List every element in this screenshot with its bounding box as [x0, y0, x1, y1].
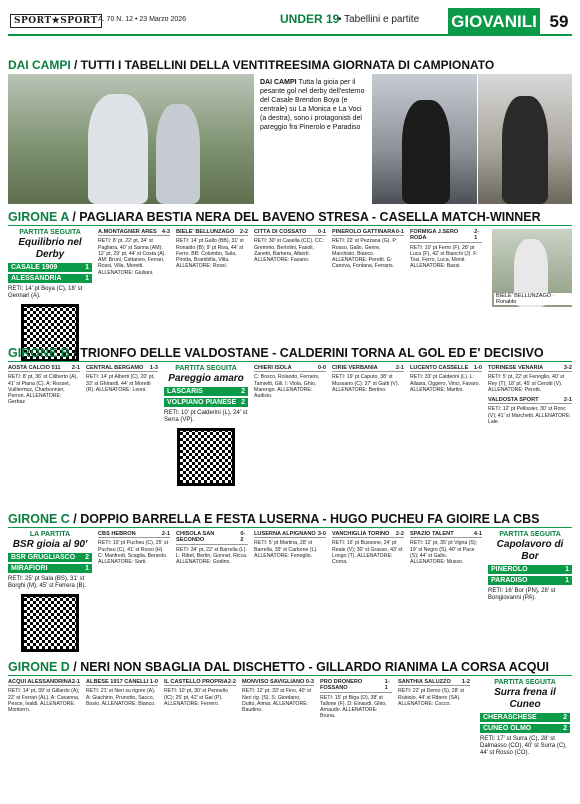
section-kicker: GIRONE C — [8, 512, 70, 526]
match-column — [332, 531, 404, 567]
match-score: 3-2 — [563, 365, 572, 371]
team-name: CHERASCHESE — [483, 714, 537, 721]
match-score: 4-1 — [473, 531, 482, 537]
score-row — [8, 553, 92, 562]
section-kicker: GIRONE A — [8, 210, 69, 224]
match-column — [398, 679, 470, 709]
qr-code[interactable] — [21, 594, 79, 652]
match-teams: LUSERNA ALPIGNANO — [254, 531, 316, 537]
match-column — [254, 229, 326, 265]
team-score: 1 — [85, 275, 89, 282]
match-score: 1-1 — [384, 679, 390, 692]
match-column — [410, 531, 482, 567]
portrait-photo — [372, 74, 477, 204]
match-teams: VANCHIGLIA TORINO — [332, 531, 390, 537]
featured-match — [8, 531, 92, 652]
match-teams: BIELE' BELLUNZAGO — [176, 229, 235, 235]
match-photo — [8, 74, 254, 204]
caption-text: Tutta la gioia per il pesante gol nel derby dell'esterno del Casale Brendon Boya (e centrale) su La Monica e La Voci (a destra), sono i protagonisti del pareggio fra Pinerolo e Paradiso — [260, 79, 365, 131]
match-column — [86, 365, 158, 395]
team-name: BSR GRUGLIASCO — [11, 554, 76, 561]
featured-match — [164, 365, 248, 486]
match-teams: ALBESE 1917 CANELLI — [86, 679, 149, 685]
match-report: RETI: 21' st Neri su rigore (A). A: Giachino, Prunotto, Sacco, Bosio. ALLENATORE: Bianco. — [86, 688, 156, 707]
match-column — [164, 679, 236, 709]
match-score: 0-0 — [317, 365, 326, 371]
match-report: RETI: 10' pt Pucheu (C), 25' st Pucheu (C), 41' st Rossi (H). C: Manfredi, Scaglia, Berardo. ALLENATORE: Sarti. — [98, 540, 169, 566]
player-figure — [88, 94, 148, 204]
feature-sub: Pareggio amaro — [168, 373, 244, 384]
photo-block — [8, 74, 572, 204]
match-report: RETI: 14' pt, 39' st Gillardo (A); 22' st Ferrari (AL). A: Cavanna, Pesce, Ivaldi. ALLENATORE: Montorro. — [8, 688, 80, 714]
match-score: 2-1 — [395, 365, 404, 371]
score-row — [480, 713, 570, 722]
team-score: 1 — [565, 577, 569, 584]
girone-b-section — [8, 346, 572, 496]
match-column — [8, 365, 80, 408]
match-teams: FORMIGA J.SERO RODA — [410, 229, 459, 242]
section-title — [8, 346, 572, 360]
newspaper-logo: SPORT★SPORT — [10, 14, 102, 28]
match-score: 2-2 — [239, 229, 248, 235]
match-score: 1-2 — [461, 679, 470, 685]
page-headline — [8, 58, 572, 72]
feature-sub: Equilibrio nel Derby — [18, 237, 82, 260]
feature-head: PARTITA SEGUITA — [499, 531, 561, 538]
team-name: PARADISO — [491, 577, 528, 584]
player-figure — [156, 104, 200, 204]
team-score: 2 — [85, 554, 89, 561]
match-report: RETI: 14' pt Alberti (C), 20' pt, 33' st Ghirardi, 44' st Moretti (R). ALLENATORE: Leoni. — [86, 374, 155, 393]
match-report: RETI: 34' pt, 22' st Barrella (L). L: Ribet, Bertin, Gonnet, Ricca. ALLENATORE: Godino. — [176, 546, 248, 566]
match-score: 0-2 — [240, 531, 246, 544]
masthead-divider — [8, 34, 572, 36]
feature-note: RETI: 17' st Surra (C), 28' st Dalmasso (CO), 40' st Surra (C), 44' st Rosso (CO). — [480, 736, 567, 756]
section-title — [8, 210, 572, 224]
feature-note: RETI: 10' pt Calderini (L), 24' st Serra (VP). — [164, 410, 248, 423]
match-teams: TORINESE VENARIA — [488, 365, 544, 371]
feature-note: RETI: 14' pt Boya (C), 18' st Gennari (A). — [8, 286, 83, 299]
team-score: 2 — [563, 714, 567, 721]
match-report: RETI: 8' pt, 36' st Ciliberto (A), 41' st Piana (C). A: Rosset, Vuillermoz, Charbonnier, Perron. ALLENATORE: Gerbaz. — [8, 374, 78, 406]
team-score: 2 — [241, 388, 245, 395]
match-teams: CHISOLA SAN SECONDO — [176, 531, 215, 544]
match-report: RETI: 10' pt Ferro (F), 28' pt Luca (F), 42' st Bianchi (J). F: Tosi, Ferro, Luca, Monti. ALLENATORE: Bassi. — [410, 244, 478, 270]
team-score: 1 — [565, 566, 569, 573]
match-column — [332, 365, 404, 395]
photo-caption: BIELE' BELLUNZAGO · Ronaldo — [494, 293, 572, 305]
featured-match — [480, 679, 570, 757]
match-score: 0-3 — [305, 679, 314, 685]
match-teams: CITTÀ DI COSSATO — [254, 229, 307, 235]
match-teams: A.MONTAGNER ARES — [98, 229, 157, 235]
match-teams: PRO DRONERO FOSSANO — [320, 679, 363, 692]
match-report: RETI: 22' st Pezzana (G). P: Rosso, Gallo, Genre, Marchisio, Bianco. ALLENATORE: Peretti. G: Canova, Fontana, Ferraris. — [332, 238, 398, 270]
feature-note: RETI: 16' Bor (PN), 28' st Bongiovanni (PA). — [488, 588, 556, 601]
team-name: ALESSANDRIA — [11, 275, 62, 282]
feature-sub: Capolavoro di Bor — [496, 539, 564, 562]
match-teams: SPAZIO TALENT — [410, 531, 454, 537]
match-column — [320, 679, 392, 722]
feature-sub: BSR gioia al 90' — [12, 539, 88, 550]
match-score: 3-0 — [317, 531, 326, 537]
team-score: 1 — [85, 565, 89, 572]
score-row — [8, 263, 92, 272]
score-row — [164, 387, 248, 396]
match-teams: CBS HEBRON — [98, 531, 136, 537]
section-divider — [8, 361, 572, 362]
girone-c-section — [8, 512, 572, 652]
match-report: RETI: 22' pt Demo (S), 28' st Rubiolo, 44' st Ribero (SA). ALLENATORE: Cocco. — [398, 688, 464, 707]
match-column — [98, 229, 170, 278]
portrait-photo — [478, 74, 572, 204]
match-teams: IL CASTELLO PROPRIA — [164, 679, 228, 685]
masthead — [0, 0, 580, 46]
match-score: 1-0 — [473, 365, 482, 371]
score-row — [8, 564, 92, 573]
section-headline: / DOPPIO BARRELLA E FESTA LUSERNA - HUGO PUCHEU FA GIOIRE LA CBS — [69, 512, 540, 526]
match-column — [242, 679, 314, 715]
match-column — [176, 229, 248, 272]
match-teams: MONVISO SAVIGLIANO — [242, 679, 305, 685]
match-column — [98, 531, 170, 567]
section-tag: GIOVANILI — [448, 8, 540, 36]
match-score: 0-1 — [317, 229, 326, 235]
match-score: 1-3 — [149, 365, 158, 371]
section-sub: • Tabellini e partite — [338, 14, 420, 25]
match-teams: SANTHIÀ SALUZZO — [398, 679, 451, 685]
section-kicker: GIRONE D — [8, 660, 70, 674]
team-name: LASCARIS — [167, 388, 203, 395]
match-report: RETI: 12' pt Pellissier, 30' st Ronc (V); 41' st Marchetti. ALLENATORE: Lale. — [488, 406, 571, 426]
match-score: 2-1 — [563, 397, 572, 404]
match-teams: AOSTA CALCIO 511 — [8, 365, 61, 371]
match-score: 2-1 — [474, 229, 480, 242]
match-teams: CENTRAL BERGAMO — [86, 365, 144, 371]
player-figure — [402, 100, 450, 204]
match-report: RETI: 33' pt Calderini (L). L: Allasia, Oggero, Vinci, Favaro. ALLENATORE: Martini. — [410, 374, 480, 393]
match-score: 1-0 — [149, 679, 158, 685]
match-column — [8, 679, 80, 715]
match-teams: ACQUI ALESSANDRINA — [8, 679, 72, 685]
team-score: 2 — [241, 399, 245, 406]
match-score: 2-2 — [227, 679, 236, 685]
photo-caption — [260, 78, 368, 132]
match-column — [410, 229, 482, 272]
score-row — [488, 576, 572, 585]
team-score: 1 — [85, 264, 89, 271]
team-name: CUNEO OLMO — [483, 725, 532, 732]
team-score: 2 — [563, 725, 567, 732]
section-divider — [8, 527, 572, 528]
featured-match — [8, 229, 92, 362]
score-row — [8, 274, 92, 283]
section-kicker: GIRONE B — [8, 346, 70, 360]
match-score: 2-1 — [71, 365, 80, 371]
score-row — [488, 565, 572, 574]
match-teams: CHIERI ISOLA — [254, 365, 292, 371]
match-column — [332, 229, 404, 272]
girone-d-section — [8, 660, 572, 800]
match-report: RETI: 30' st Casella (CC). CC: Gremmo, Bertolini, Fasoli, Zanetti, Barbera, Alberti. ALLENATORE: Fasano. — [254, 238, 324, 264]
team-name: PINEROLO — [491, 566, 528, 573]
match-report: RETI: 16' pt Bussone, 24' pt Reale (V); 30' st Grasso, 43' st Longo (T). ALLENATORE: Corna. — [332, 540, 403, 566]
match-report: RETI: 5' pt Martina, 28' st Barrella, 39' st Carbone (L). ALLENATORE: Fenoglio. — [254, 540, 318, 559]
featured-match-2 — [488, 531, 572, 602]
match-report: C: Bosco, Rolando, Ferraris, Tamietti, Gili. I: Viola, Ghio, Marengo. ALLENATORE: Audisio. — [254, 374, 320, 400]
match-column — [176, 531, 248, 567]
match-column — [254, 531, 326, 561]
match-report: RETI: 10' pt, 30' st Pennello (IC); 25' pt, 42' st Gai (P). ALLENATORE: Ferrero. — [164, 688, 228, 707]
match-report: RETI: 12' pt, 35' pt Vigna (S); 19' st Negro (S), 40' st Pace (S); 44' st Gallo. ALLENATORE: Musso. — [410, 540, 478, 566]
issue-info: A. 70 N. 12 • 23 Marzo 2026 — [98, 16, 187, 23]
match-teams: VALDOSTA SPORT — [488, 397, 539, 404]
girone-a-section — [8, 210, 572, 340]
match-report: RETI: 14' pt Gallo (BB), 31' st Ronaldo (B); 9' pt Riva, 44' st Ferro. BB: Colombo, Sala, Pirotta, Brambilla, Villa. ALLENATORE: Rossi. — [176, 238, 244, 270]
feature-sub: Surra frena il Cuneo — [494, 687, 556, 710]
match-column — [86, 679, 158, 709]
match-score: 4-3 — [161, 229, 170, 235]
caption-kicker: DAI CAMPI — [260, 79, 297, 86]
headline-text: / TUTTI I TABELLINI DELLA VENTITREESIMA GIORNATA DI CAMPIONATO — [70, 58, 495, 72]
match-teams: CIRIÈ VERBANIA — [332, 365, 378, 371]
player-figure — [502, 96, 548, 204]
player-photo — [492, 229, 572, 307]
section-divider — [8, 675, 572, 676]
section-title — [8, 512, 572, 526]
team-name: VOLPIANO PIANESE — [167, 399, 237, 406]
feature-head: LA PARTITA — [29, 531, 71, 538]
match-teams: LUCENTO CASSELLE — [410, 365, 469, 371]
section-headline: / PAGLIARA BESTIA NERA DEL BAVENO STRESA - CASELLA MATCH-WINNER — [68, 210, 541, 224]
section-headline: / NERI NON SBAGLIA DAL DISCHETTO - GILLARDO RIANIMA LA CORSA ACQUI — [69, 660, 549, 674]
match-score: 2-2 — [395, 531, 404, 537]
feature-head: PARTITA SEGUITA — [175, 365, 237, 372]
score-row — [480, 724, 570, 733]
match-column — [410, 365, 482, 395]
section-title — [8, 660, 572, 674]
match-teams: PINEROLO GATTINARA — [332, 229, 396, 235]
match-report: RETI: 5' pt, 22' pt Fenoglio, 40' st Rey (T); 18' pt, 45' st Cerutti (V). ALLENATORE: Perotti. — [488, 374, 565, 393]
match-score: 0-1 — [395, 229, 404, 235]
team-name: MIRAFIORI — [11, 565, 48, 572]
score-row — [164, 398, 248, 407]
team-name: CASALE 1909 — [11, 264, 58, 271]
match-report: RETI: 8' pt, 22' pt, 34' st Pagliara, 40' st Sanna (AM); 12' pt, 29' pt, 44' st Costa (A). AM: Bruni, Cattaneo, Ferrari, Rossi, Villa, Moretti. ALLENATORE: Giuliani. — [98, 238, 166, 276]
feature-head: PARTITA SEGUITA — [494, 679, 556, 686]
headline-kicker: DAI CAMPI — [8, 58, 71, 72]
qr-code[interactable] — [177, 428, 235, 486]
section-headline: / TRIONFO DELLE VALDOSTANE - CALDERINI TORNA AL GOL ED E' DECISIVO — [69, 346, 544, 360]
section-divider — [8, 225, 572, 226]
section-label: UNDER 19 — [280, 12, 340, 26]
match-report: RETI: 12' pt, 33' st Fino, 40' st Neri rig. (S). S: Giordano, Dutto, Aimar. ALLENATORE: Baudino. — [242, 688, 311, 714]
feature-note: RETI: 25' pt Sala (BS), 31' st Borghi (M), 45' st Ferrera (B). — [8, 576, 87, 589]
match-column — [254, 365, 326, 401]
match-score: 2-1 — [71, 679, 80, 685]
match-score: 2-1 — [161, 531, 170, 537]
match-report: RETI: 15' pt Biga (D), 38' st Tallone (F). D: Einaudi, Ghio, Arnaudo. ALLENATORE: Bruna. — [320, 694, 387, 720]
feature-head: PARTITA SEGUITA — [19, 229, 81, 236]
match-report: RETI: 19' pt Caputo, 38' st Mussano (C); 27' st Gatti (V). ALLENATORE: Bertino. — [332, 374, 400, 393]
page-number: 59 — [549, 12, 569, 31]
match-column — [488, 365, 572, 427]
